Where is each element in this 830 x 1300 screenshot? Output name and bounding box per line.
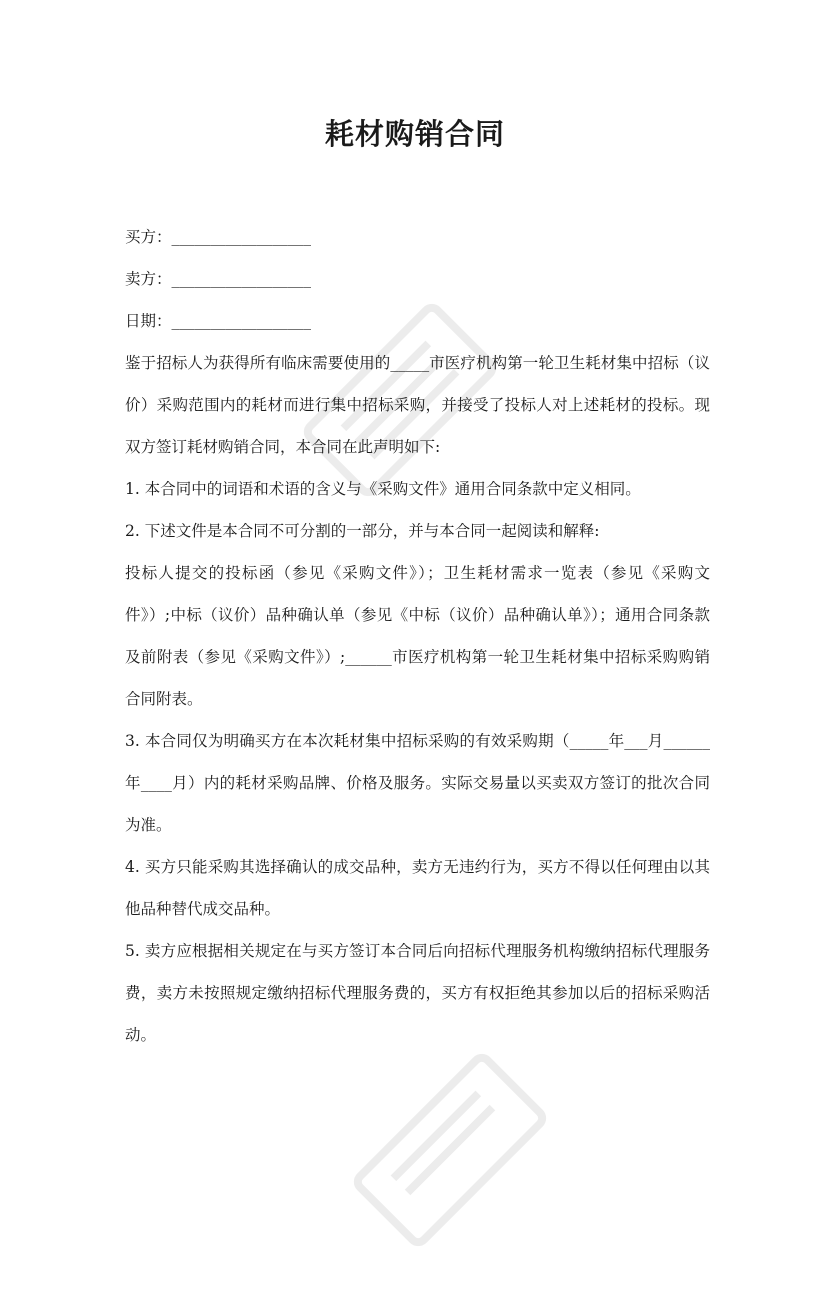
document-body bbox=[125, 216, 710, 1056]
seller-line: 卖方：__________________ bbox=[125, 270, 312, 288]
preamble-paragraph: 鉴于招标人为获得所有临床需要使用的_____市医疗机构第一轮卫生耗材集中招标（议价）采购范围内的耗材而进行集中招标采购，并接受了投标人对上述耗材的投标。现双方签订耗材购销合同，本合同在此声明如下: bbox=[125, 354, 710, 456]
clause-2: 2. 下述文件是本合同不可分割的一部分，并与本合同一起阅读和解释: bbox=[125, 522, 600, 540]
clause-3: 3. 本合同仅为明确买方在本次耗材集中招标采购的有效采购期（_____年___月______年____月）内的耗材采购品牌、价格及服务。实际交易量以买卖双方签订的批次合同为准。 bbox=[125, 732, 710, 834]
clause-1: 1. 本合同中的词语和术语的含义与《采购文件》通用合同条款中定义相同。 bbox=[125, 480, 641, 498]
buyer-line: 买方：__________________ bbox=[125, 228, 312, 246]
document-title: 耗材购销合同 bbox=[324, 117, 505, 151]
clause-2-documents: 投标人提交的投标函（参见《采购文件》）；卫生耗材需求一览表（参见《采购文件》）;中标（议价）品种确认单（参见《中标（议价）品种确认单》）；通用合同条款及前附表（参见《采购文件》）;______市医疗机构第一轮卫生耗材集中招标采购购销合同附表。 bbox=[125, 564, 710, 708]
clause-5: 5. 卖方应根据相关规定在与买方签订本合同后向招标代理服务机构缴纳招标代理服务费，卖方未按照规定缴纳招标代理服务费的，买方有权拒绝其参加以后的招标采购活动。 bbox=[125, 942, 710, 1044]
date-line: 日期：__________________ bbox=[125, 312, 312, 330]
clause-4: 4. 买方只能采购其选择确认的成交品种，卖方无违约行为，买方不得以任何理由以其他品种替代成交品种。 bbox=[125, 858, 710, 918]
